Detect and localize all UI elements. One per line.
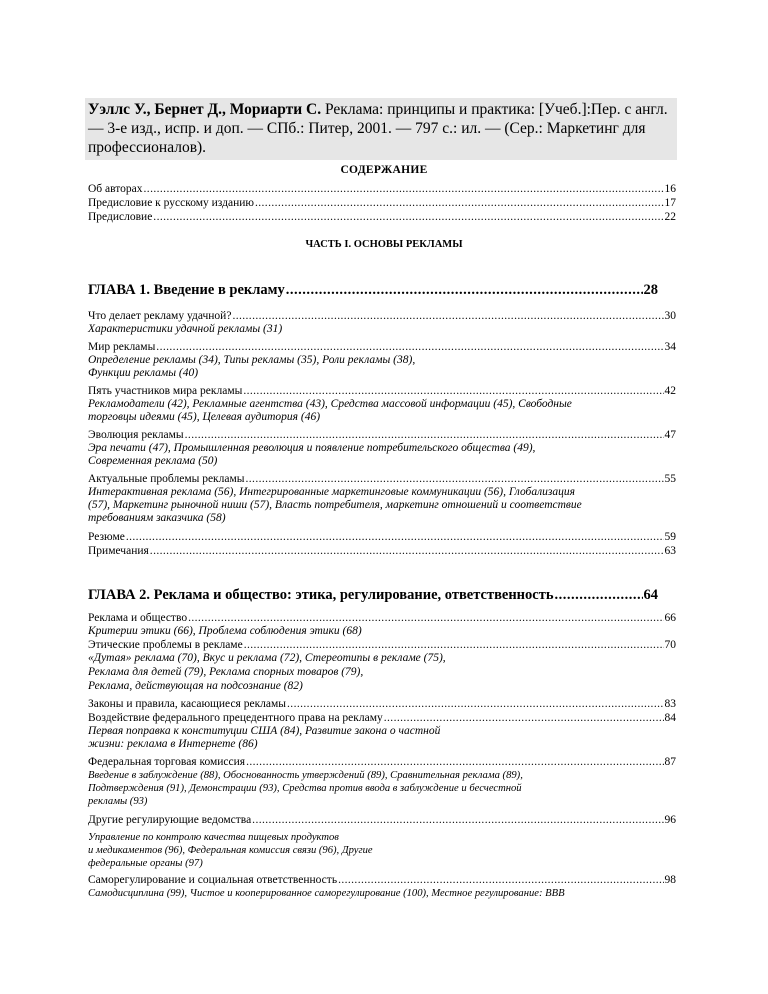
toc-entry <box>88 612 676 625</box>
subtopics-line: Реклама для детей (79), Реклама спорных товаров (79), <box>88 666 364 678</box>
subtopics-line: требованиям заказчика (58) <box>88 512 226 524</box>
toc-entry-page: 83 <box>664 698 676 710</box>
subtopics-line: Эра печати (47), Промышленная революция и появление потребительского общества (49), <box>88 442 536 454</box>
subtopics-line: торговцы идеями (45), Целевая аудитория (46) <box>88 411 321 423</box>
subtopics-line: (57), Маркетинг рыночной ниши (57), Власть потребителя, маркетинг отношений и соответствие <box>88 499 582 511</box>
subtopics-line: и медикаментов (96), Федеральная комиссия связи (96), Другие <box>88 845 373 856</box>
toc-entry-title: Мир рекламы <box>88 341 156 353</box>
toc-entry <box>88 698 676 711</box>
chapter-page: 64 <box>643 587 658 603</box>
chapter-heading <box>88 587 658 604</box>
toc-entry-page: 63 <box>664 545 676 557</box>
toc-entry-title: Другие регулирующие ведомства <box>88 814 252 826</box>
leader-dots <box>144 183 664 196</box>
leader-dots <box>185 429 664 442</box>
toc-entry-page: 34 <box>664 341 676 353</box>
leader-dots <box>286 282 643 299</box>
toc-entry-page: 84 <box>664 712 676 724</box>
toc-entry-title: Реклама и общество <box>88 612 188 624</box>
subtopics-line: жизни: реклама в Интернете (86) <box>88 738 258 750</box>
subtopics-line: Характеристики удачной рекламы (31) <box>88 323 283 335</box>
toc-entry-page: 55 <box>664 473 676 485</box>
toc-entry <box>88 531 676 544</box>
toc-entry <box>88 545 676 558</box>
subtopics-line: «Дутая» реклама (70), Вкус и реклама (72), Стереотипы в рекламе (75), <box>88 652 446 664</box>
toc-entry-title: Законы и правила, касающиеся рекламы <box>88 698 287 710</box>
chapter-title: ГЛАВА 1. Введение в рекламу <box>88 282 285 298</box>
toc-entry <box>88 473 676 486</box>
chapter-heading <box>88 282 658 299</box>
leader-dots <box>246 473 664 486</box>
leader-dots <box>156 341 663 354</box>
toc-entry <box>88 310 676 323</box>
subtopics-line: Современная реклама (50) <box>88 455 218 467</box>
subtopics-line: Определение рекламы (34), Типы рекламы (35), Роли рекламы (38), <box>88 354 416 366</box>
subtopics-line: Введение в заблуждение (88), Обоснованность утверждений (89), Сравнительная реклама (89), <box>88 770 523 781</box>
leader-dots <box>384 712 664 725</box>
leader-dots <box>252 814 663 827</box>
toc-entry-title: Об авторах <box>88 183 143 195</box>
book-description: Реклама: принципы и практика: [Учеб.]:Пер. с англ. — 3-е изд., испр. и доп. — СПб.: Питер, 2001. — 797 с.: ил. — (Сер.: Маркетинг для профессионалов). <box>88 101 668 156</box>
toc-entry-page: 22 <box>664 211 676 223</box>
toc-entry <box>88 211 676 224</box>
leader-dots <box>244 639 664 652</box>
toc-entry-page: 17 <box>664 197 676 209</box>
toc-entry-title: Резюме <box>88 531 125 543</box>
leader-dots <box>188 612 663 625</box>
toc-title: СОДЕРЖАНИЕ <box>340 164 428 176</box>
toc-entry <box>88 197 676 210</box>
toc-entry-title: Предисловие <box>88 211 153 223</box>
toc-entry-page: 16 <box>664 183 676 195</box>
toc-entry <box>88 874 676 887</box>
subtopics-line: федеральные органы (97) <box>88 858 203 869</box>
toc-entry-title: Предисловие к русскому изданию <box>88 197 254 209</box>
toc-entry-page: 42 <box>664 385 676 397</box>
subtopics-line: Функции рекламы (40) <box>88 367 199 379</box>
chapter-title: ГЛАВА 2. Реклама и общество: этика, регулирование, ответственность <box>88 587 554 603</box>
toc-entry-title: Саморегулирование и социальная ответственность <box>88 874 338 886</box>
subtopics-line: Первая поправка к конституции США (84), Развитие закона о частной <box>88 725 441 737</box>
leader-dots <box>126 531 664 544</box>
leader-dots <box>150 545 664 558</box>
subtopics-line: Управление по контролю качества пищевых продуктов <box>88 832 339 843</box>
subtopics-line: Реклама, действующая на подсознание (82) <box>88 680 303 692</box>
toc-entry <box>88 385 676 398</box>
subtopics-line: Критерии этики (66), Проблема соблюдения этики (68) <box>88 625 362 637</box>
toc-entry-page: 30 <box>664 310 676 322</box>
toc-entry-title: Примечания <box>88 545 149 557</box>
toc-entry <box>88 756 676 769</box>
toc-entry-title: Этические проблемы в рекламе <box>88 639 243 651</box>
toc-entry-title: Эволюция рекламы <box>88 429 184 441</box>
bibliographic-record <box>85 98 677 160</box>
toc-entry <box>88 814 676 827</box>
toc-entry-title: Воздействие федерального прецедентного права на рекламу <box>88 712 383 724</box>
subtopics-line: Подтверждения (91), Демонстрации (93), Средства против ввода в заблуждение и бесчестной <box>88 783 522 794</box>
subtopics-line: Самодисциплина (99), Чистое и кооперированное саморегулирование (100), Местное регулирование: BBB <box>88 888 565 899</box>
toc-entry-title: Актуальные проблемы рекламы <box>88 473 245 485</box>
toc-entry <box>88 183 676 196</box>
toc-entry-page: 66 <box>664 612 676 624</box>
leader-dots <box>555 587 643 604</box>
leader-dots <box>232 310 663 323</box>
leader-dots <box>338 874 663 887</box>
toc-entry-page: 47 <box>664 429 676 441</box>
toc-entry-title: Что делает рекламу удачной? <box>88 310 232 322</box>
leader-dots <box>255 197 664 210</box>
authors: Уэллс У., Бернет Д., Мориарти С. <box>88 101 322 118</box>
toc-entry <box>88 712 676 725</box>
leader-dots <box>287 698 663 711</box>
toc-entry <box>88 639 676 652</box>
toc-entry-title: Федеральная торговая комиссия <box>88 756 246 768</box>
leader-dots <box>246 756 663 769</box>
toc-entry-page: 96 <box>664 814 676 826</box>
toc-entry-page: 70 <box>664 639 676 651</box>
toc-entry-title: Пять участников мира рекламы <box>88 385 243 397</box>
chapter-page: 28 <box>643 282 658 298</box>
subtopics-line: Интерактивная реклама (56), Интегрированные маркетинговые коммуникации (56), Глобализация <box>88 486 575 498</box>
toc-entry <box>88 341 676 354</box>
leader-dots <box>153 211 663 224</box>
subtopics-line: Рекламодатели (42), Рекламные агентства (43), Средства массовой информации (45), Свободные <box>88 398 572 410</box>
subtopics-line: рекламы (93) <box>88 796 148 807</box>
toc-entry-page: 87 <box>664 756 676 768</box>
toc-entry <box>88 429 676 442</box>
leader-dots <box>243 385 663 398</box>
toc-entry-page: 98 <box>664 874 676 886</box>
part-heading: ЧАСТЬ I. ОСНОВЫ РЕКЛАМЫ <box>305 239 463 250</box>
toc-entry-page: 59 <box>664 531 676 543</box>
